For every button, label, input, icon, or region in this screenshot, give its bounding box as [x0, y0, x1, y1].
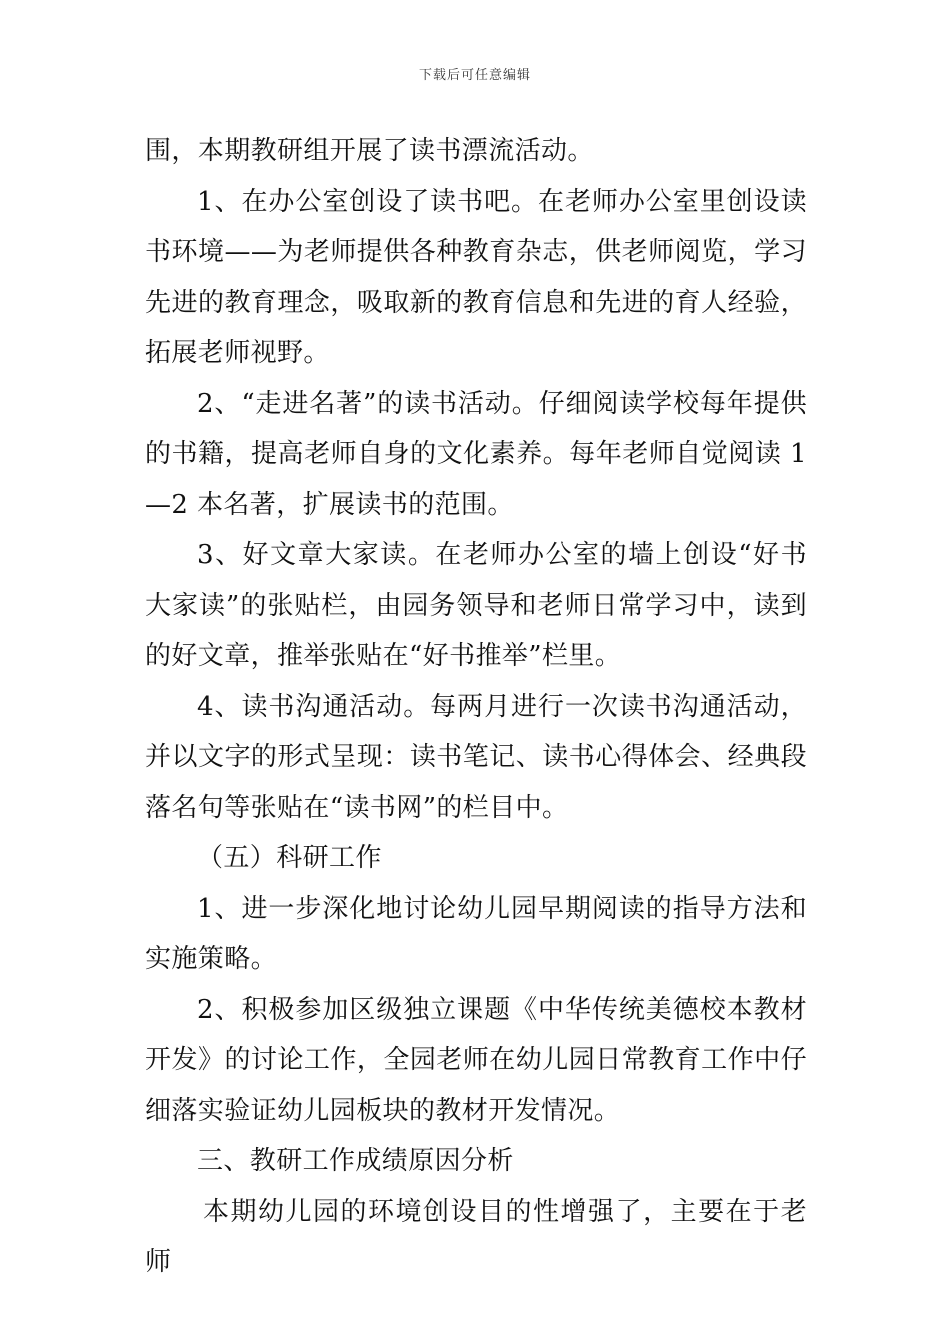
paragraph-8: 2、积极参加区级独立课题《中华传统美德校本教材开发》的讨论工作，全园老师在幼儿园日常教育工作中仔细落实验证幼儿园板块的教材开发情况。 [145, 994, 807, 1126]
paragraph-4: 3、好文章大家读。在老师办公室的墙上创设“好书大家读”的张贴栏，由园务领导和老师日常学习中，读到的好文章，推举张贴在“好书推举”栏里。 [145, 540, 807, 671]
paragraph-5: 4、读书沟通活动。每两月进行一次读书沟通活动，并以文字的形式呈现：读书笔记、读书心得体会、经典段落名句等张贴在“读书网”的栏目中。 [145, 691, 807, 823]
paragraph-1: 围，本期教研组开展了读书漂流活动。 [145, 136, 594, 166]
paragraph-10: 本期幼儿园的环境创设目的性增强了，主要在于老师 [145, 1196, 807, 1277]
paragraph-3: 2、“走进名著”的读书活动。仔细阅读学校每年提供的书籍，提高老师自身的文化素养。每年老师自觉阅读 1—2 本名著，扩展读书的范围。 [145, 388, 807, 520]
paragraph-7: 1、进一步深化地讨论幼儿园早期阅读的指导方法和实施策略。 [145, 893, 807, 974]
section-heading-analysis: 三、教研工作成绩原因分析 [197, 1146, 514, 1176]
section-heading-research: （五）科研工作 [197, 843, 382, 873]
page-header: 下载后可任意编辑 [418, 68, 531, 83]
paragraph-2: 1、在办公室创设了读书吧。在老师办公室里创设读书环境——为老师提供各种教育杂志，供老师阅览，学习先进的教育理念，吸取新的教育信息和先进的育人经验，拓展老师视野。 [145, 186, 807, 368]
document-body [145, 126, 807, 1288]
